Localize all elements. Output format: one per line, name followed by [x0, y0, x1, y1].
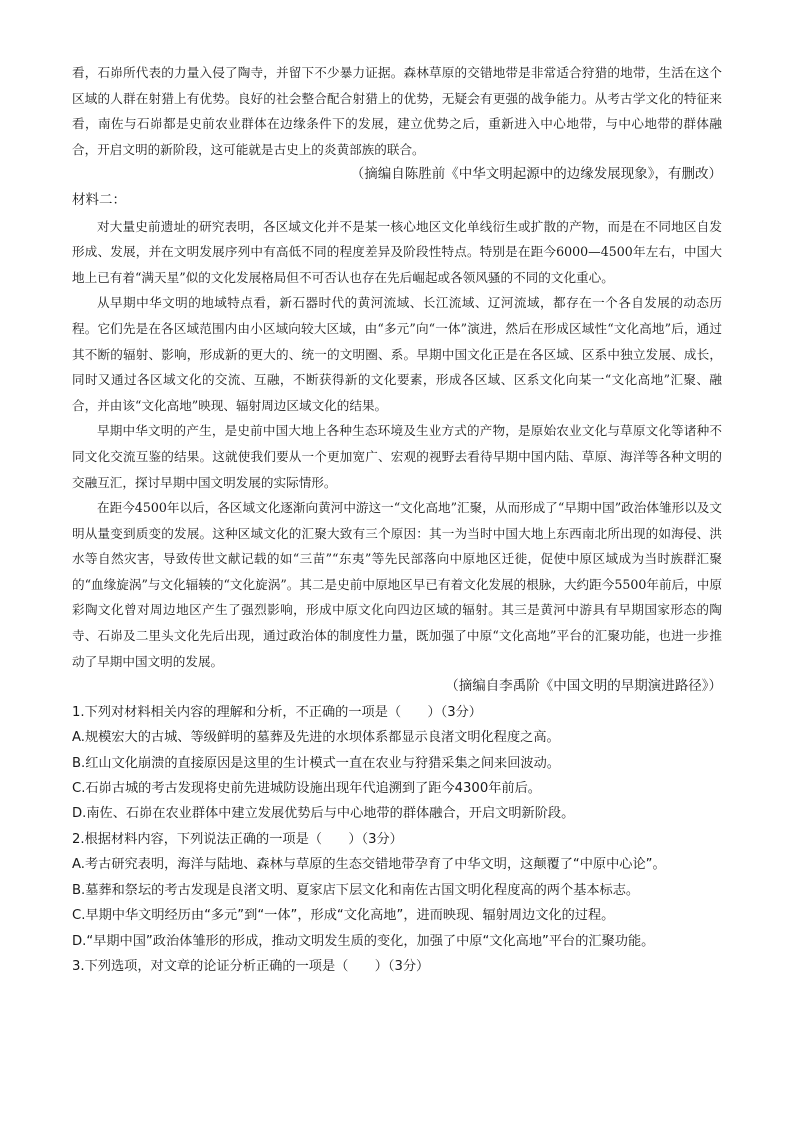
question-2-option-b: B.墓葬和祭坛的考古发现是良渚文明、夏家店下层文化和南佐古国文明化程度高的两个基本标志。 — [72, 882, 640, 898]
material1-continued-paragraph: 看，石峁所代表的力量入侵了陶寺，并留下不少暴力证据。森林草原的交错地带是非常适合狩猎的地带，生活在这个区域的人群在射猎上有优势。良好的社会整合配合射猎上的优势，无疑会有更强的战争能力。从考古学文化的特征来看，南佐与石峁都是史前农业群体在边缘条件下的发展，建立优势之后，重新进入中心地带，与中心地带的群体融合，开启文明的新阶段，这可能就是古史上的炎黄部族的联合。 — [72, 65, 722, 157]
material2-paragraph-4: 在距今4500年以后，各区域文化逐渐向黄河中游这一“文化高地”汇聚，从而形成了“早期中国”政治体雏形以及文明从量变到质变的发展。这种区域文化的汇聚大致有三个原因：其一为当时中国大地上东西南北所出现的如海侵、洪水等自然灾害，导致传世文献记载的如“三苗”“东夷”等先民部落向中原地区迁徙，促使中原区域成为当时族群汇聚的“血缘旋涡”与文化辐辏的“文化旋涡”。其二是史前中原地区早已有着文化发展的根脉，大约距今5500年前后，中原彩陶文化曾对周边地区产生了强烈影响，形成中原文化向四边区域的辐射。其三是黄河中游具有早期国家形态的陶寺、石峁及二里头文化先后出现，通过政治体的制度性力量，既加强了中原“文化高地”平台的汇聚功能，也进一步推动了早期中国文明的发展。 — [72, 500, 722, 669]
material2-paragraph-1: 对大量史前遗址的研究表明，各区域文化并不是某一核心地区文化单线衍生或扩散的产物，而是在不同地区自发形成、发展，并在文明发展序列中有高低不同的程度差异及阶段性特点。特别是在距今6000—4500年左右，中国大地上已有着“满天星”似的文化发展格局但不可否认也存在先后崛起或各领风骚的不同的文化重心。 — [72, 218, 722, 285]
source-citation-2: （摘编自李禹阶《中国文明的早期演进路径》） — [445, 678, 722, 695]
question-2-stem: 2.根据材料内容，下列说法正确的一项是（ ）（3分） — [72, 831, 403, 847]
source-citation-1: （摘编自陈胜前《中华文明起源中的边缘发展现象》，有删改） — [350, 166, 722, 183]
material2-paragraph-3: 早期中华文明的产生，是史前中国大地上各种生态环境及生业方式的产物，是原始农业文化与草原文化等诸种不同文化交流互鉴的结果。这就使我们要从一个更加宽广、宏观的视野去看待早期中国内陆、草原、海洋等各种文明的交融互汇，探讨早期中国文明发展的实际情形。 — [72, 423, 722, 490]
material2-label: 材料二： — [72, 191, 126, 208]
question-2-option-c: C.早期中华文明经历由“多元”到“一体”，形成“文化高地”，进而映现、辐射周边文化的过程。 — [72, 908, 615, 924]
question-2-option-d: D.“早期中国”政治体雏形的形成，推动文明发生质的变化，加强了中原“文化高地”平台的汇聚功能。 — [72, 933, 655, 949]
question-2-option-a: A.考古研究表明，海洋与陆地、森林与草原的生态交错地带孕育了中华文明，这颠覆了“中原中心论”。 — [72, 857, 666, 873]
document-page — [72, 60, 722, 979]
question-1-option-d: D.南佐、石峁在农业群体中建立发展优势后与中心地带的群体融合，开启文明新阶段。 — [72, 806, 575, 822]
question-1-stem: 1.下列对材料相关内容的理解和分析，不正确的一项是（ ）（3分） — [72, 704, 482, 720]
material2-paragraph-2: 从早期中华文明的地域特点看，新石器时代的黄河流域、长江流域、辽河流域，都存在一个各自发展的动态历程。它们先是在各区域范围内由小区域向较大区域，由“多元”向“一体”演进，然后在形成区域性“文化高地”后，通过其不断的辐射、影响，形成新的更大的、统一的文明圈、系。早期中国文化正是在各区域、区系中独立发展、成长，同时又通过各区域文化的交流、互融，不断获得新的文化要素，形成各区域、区系文化向某一“文化高地”汇聚、融合，并由该“文化高地”映现、辐射周边区域文化的结果。 — [72, 295, 722, 413]
question-3-stem: 3.下列选项，对文章的论证分析正确的一项是（ ）（3分） — [72, 958, 430, 974]
question-1-option-b: B.红山文化崩溃的直接原因是这里的生计模式一直在农业与狩猎采集之间来回波动。 — [72, 755, 560, 771]
question-1-option-a: A.规模宏大的古城、等级鲜明的墓葬及先进的水坝体系都显示良渚文明化程度之高。 — [72, 730, 560, 746]
question-1-option-c: C.石峁古城的考古发现将史前先进城防设施出现年代追溯到了距今4300年前后。 — [72, 781, 541, 797]
